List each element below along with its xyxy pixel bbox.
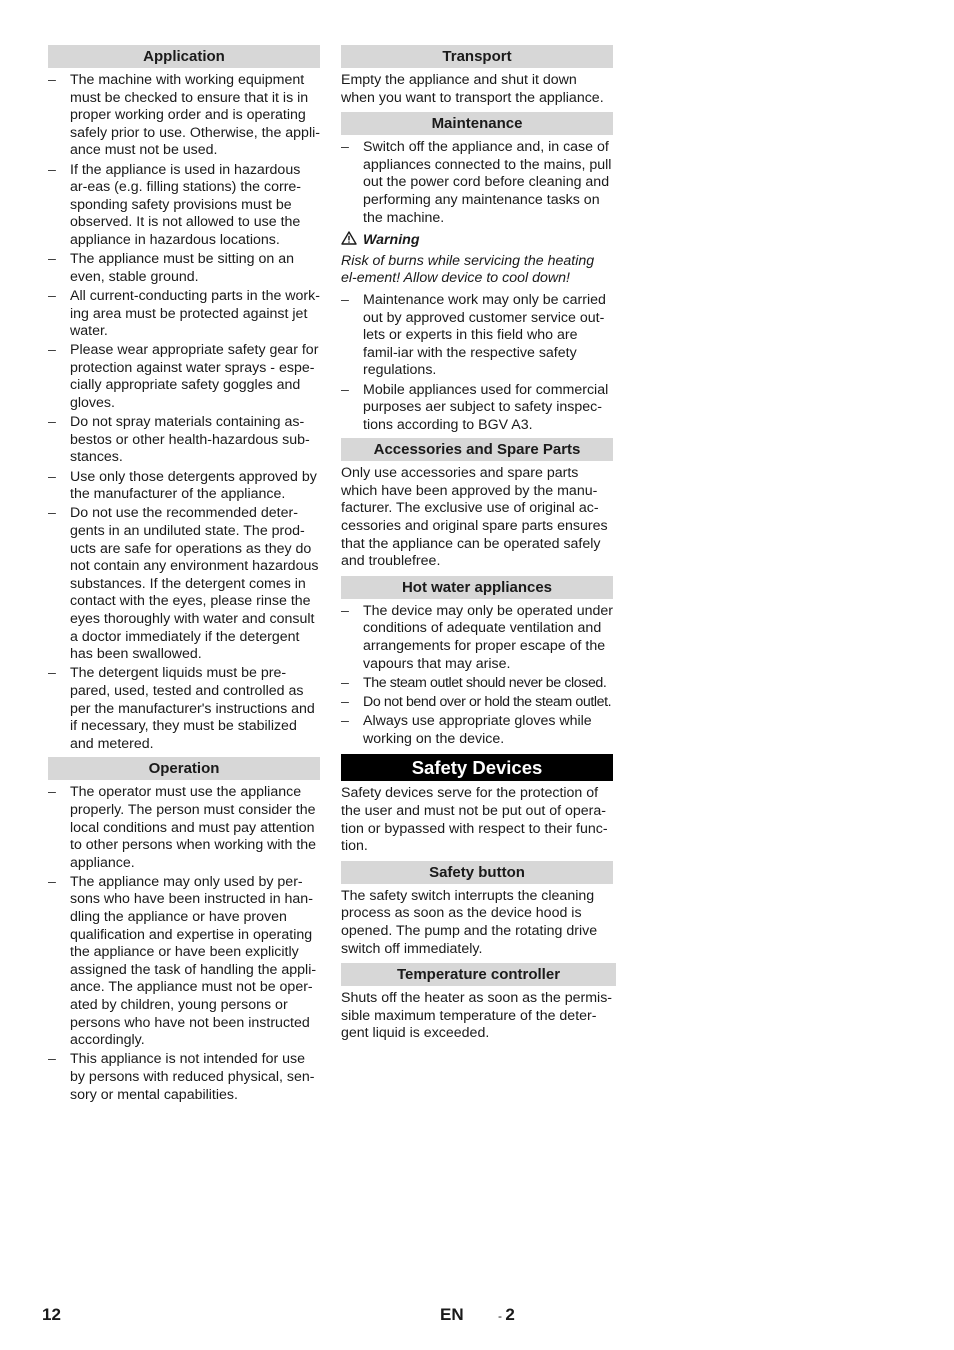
heading-maintenance: Maintenance: [341, 112, 613, 135]
heading-safety-devices: Safety Devices: [341, 754, 613, 781]
page-number: 12: [42, 1305, 61, 1324]
list-item: – The machine with working equipment must be checked to ensure that it is in proper working order and is operating safely prior to use. Otherwise, the appli-ance must not be used.: [48, 72, 320, 160]
heading-transport: Transport: [341, 45, 613, 68]
safety-devices-text: Safety devices serve for the protection of the user and must not be put out of opera-tion or bypassed with respect to their func-tion.: [341, 785, 608, 855]
sub-page-value: 2: [505, 1305, 515, 1324]
list-item: – Do not bend over or hold the steam outlet.: [341, 694, 613, 712]
section-operation: [48, 757, 320, 1104]
warning-label: Warning: [363, 232, 420, 249]
heading-temperature-controller: Temperature controller: [341, 963, 616, 986]
heading-hot-water: Hot water appliances: [341, 576, 613, 599]
warning-label-row: [341, 231, 613, 251]
heading-accessories: Accessories and Spare Parts: [341, 438, 613, 461]
warning-text: Risk of burns while servicing the heating el-ement! Allow device to cool down!: [341, 252, 595, 287]
section-accessories: [341, 438, 613, 571]
heading-application: Application: [48, 45, 320, 68]
sub-page-prefix: -: [498, 1309, 502, 1323]
section-hot-water: [341, 576, 613, 749]
section-safety-devices: [341, 754, 613, 855]
list-item: – Maintenance work may only be carried out by approved customer service out-lets or experts in this field who are famil-iar with the respective safety regulations.: [341, 292, 613, 380]
language-code: EN: [440, 1305, 464, 1324]
maintenance-list-before: [341, 139, 613, 227]
transport-text: Empty the appliance and shut it down when you want to transport the appliance.: [341, 72, 604, 106]
operation-list: [48, 784, 320, 1104]
heading-operation: Operation: [48, 757, 320, 780]
section-application: [48, 45, 320, 753]
list-item: – The operator must use the appliance properly. The person must consider the local conditions and must pay attention to other persons when working with the appliance.: [48, 784, 320, 872]
temperature-controller-text: Shuts off the heater as soon as the permis-sible maximum temperature of the deter-gent liquid is exceeded.: [341, 990, 613, 1042]
maintenance-list-after: [341, 292, 613, 434]
list-item: – Use only those detergents approved by the manufacturer of the appliance.: [48, 469, 320, 504]
application-list: [48, 72, 320, 753]
hot-water-list: [341, 603, 613, 749]
list-item: – Do not use the recommended deter-gents in an undiluted state. The prod-ucts are safe for operations as they do not contain any environment hazardous substances. If the detergent comes in contact with the eyes, please rinse the eyes thoroughly with water and consult a doctor immediately if the detergent has been swallowed.: [48, 505, 320, 663]
list-item: – Do not spray materials containing as-bestos or other health-hazardous sub-stances.: [48, 414, 320, 467]
left-column: [48, 45, 320, 1106]
heading-safety-button: Safety button: [341, 861, 613, 884]
accessories-text: Only use accessories and spare parts which have been approved by the manu-facturer. The exclusive use of original ac-cessories and original spare parts ensures that the appliance can be operated safely and troublefree.: [341, 465, 608, 570]
section-temperature-controller: [341, 963, 613, 1043]
section-transport: [341, 45, 613, 107]
warning-triangle-icon: [341, 231, 359, 251]
list-item: – If the appliance is used in hazardous ar-eas (e.g. filling stations) the corre-sponding safety provisions must be observed. It is not allowed to use the appliance in hazardous locations.: [48, 162, 320, 250]
right-column: [341, 45, 613, 1048]
list-item: – The appliance may only used by per-sons who have been instructed in han-dling the appliance or have proven qualification and expertise in operating the appliance or have been explicitly assigned the task of handling the appli-ance. The appliance must not be oper-ated by children, young persons or persons who have not been instructed accordingly.: [48, 874, 320, 1050]
section-safety-button: [341, 861, 613, 958]
list-item: – Always use appropriate gloves while working on the device.: [341, 713, 613, 748]
list-item: – Please wear appropriate safety gear for protection against water sprays - espe-cially appropriate safety goggles and gloves.: [48, 342, 320, 412]
section-maintenance: [341, 112, 613, 434]
list-item: – The appliance must be sitting on an even, stable ground.: [48, 251, 320, 286]
list-item: – The steam outlet should never be closed.: [341, 675, 613, 693]
list-item: – The detergent liquids must be pre-pared, used, tested and controlled as per the manufacturer's instructions and if necessary, they must be stabilized and metered.: [48, 665, 320, 753]
list-item: – All current-conducting parts in the work-ing area must be protected against jet water.: [48, 288, 320, 341]
safety-button-text: The safety switch interrupts the cleaning process as soon as the device hood is opened. The pump and the rotating drive switch off immediately.: [341, 887, 598, 957]
list-item: – Mobile appliances used for commercial purposes aer subject to safety inspec-tions according to BGV A3.: [341, 382, 613, 435]
list-item: – The device may only be operated under conditions of adequate ventilation and arrangements for proper escape of the vapours that may arise.: [341, 603, 613, 673]
list-item: – This appliance is not intended for use by persons with reduced physical, sen-sory or mental capabilities.: [48, 1051, 320, 1104]
sub-page-number: [498, 1306, 515, 1326]
list-item: – Switch off the appliance and, in case of appliances connected to the mains, pull out the power cord before cleaning and performing any maintenance tasks on the machine.: [341, 139, 613, 227]
